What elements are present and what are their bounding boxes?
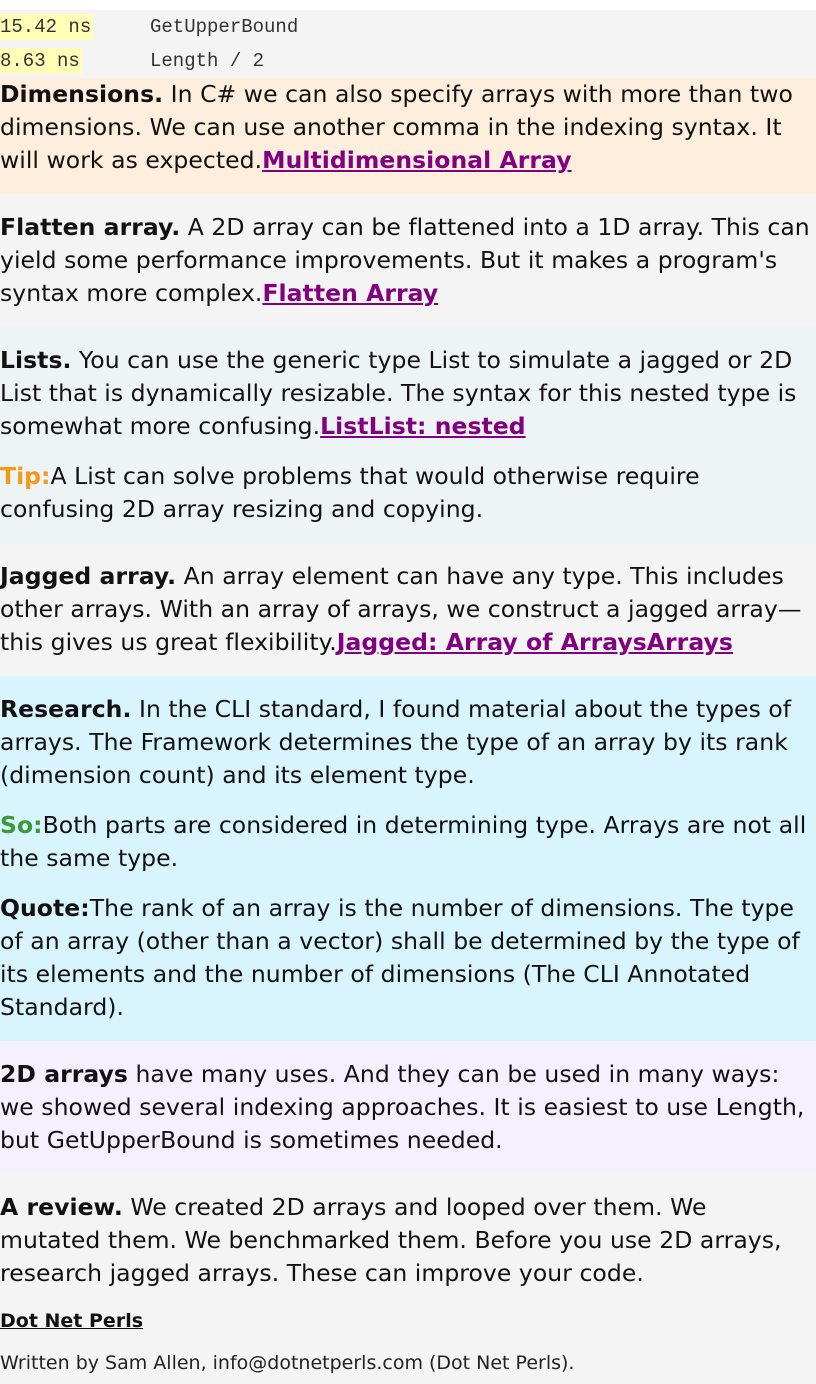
jagged-section — [0, 543, 816, 676]
research-section — [0, 676, 816, 1041]
dimensions-paragraph — [0, 78, 816, 177]
summary-section — [0, 1041, 816, 1174]
tip-label: Tip: — [0, 462, 51, 490]
flatten-text: A 2D array can be flattened into a 1D array. This can yield some performance improvements. But it makes a program's syntax more complex. — [0, 213, 810, 307]
review-section — [0, 1174, 816, 1384]
dimensions-text: In C# we can also specify arrays with more than two dimensions. We can use another comma in the indexing syntax. It will work as expected. — [0, 80, 793, 174]
research-heading: Research. — [0, 695, 132, 723]
multidimensional-array-link[interactable]: Multidimensional Array — [262, 146, 572, 174]
top-spacer — [0, 0, 816, 10]
review-paragraph — [0, 1191, 816, 1290]
dimensions-section — [0, 78, 816, 194]
flatten-paragraph — [0, 211, 816, 310]
tip-text: A List can solve problems that would otherwise require confusing 2D array resizing and copying. — [0, 462, 700, 523]
benchmark-row — [0, 44, 816, 78]
list-nested-link[interactable]: ListList: nested — [320, 412, 526, 440]
lists-heading: Lists. — [0, 346, 72, 374]
research-paragraph — [0, 693, 816, 792]
benchmark-expression: GetUpperBound — [150, 16, 299, 38]
lists-paragraph — [0, 344, 816, 443]
flatten-section — [0, 194, 816, 327]
review-heading: A review. — [0, 1193, 123, 1221]
dimensions-heading: Dimensions. — [0, 80, 164, 108]
dot-net-perls-link[interactable]: Dot Net Perls — [0, 1310, 144, 1332]
lists-section — [0, 327, 816, 543]
flatten-heading: Flatten array. — [0, 213, 181, 241]
jagged-text: An array element can have any type. This includes other arrays. With an array of arrays, we construct a jagged array—this gives us great flexibility. — [0, 562, 802, 656]
jagged-heading: Jagged array. — [0, 562, 177, 590]
summary-text: have many uses. And they can be used in many ways: we showed several indexing approaches. It is easiest to use Length, but GetUpperBound is sometimes needed. — [0, 1060, 805, 1154]
benchmark-time: 15.42 ns — [0, 16, 92, 38]
so-label: So: — [0, 811, 43, 839]
flatten-array-link[interactable]: Flatten Array — [262, 279, 439, 307]
so-text: Both parts are considered in determining type. Arrays are not all the same type. — [0, 811, 807, 872]
jagged-paragraph — [0, 560, 816, 659]
research-text: In the CLI standard, I found material about the types of arrays. The Framework determines the type of an array by its rank (dimension count) and its element type. — [0, 695, 792, 789]
author-credit: Written by Sam Allen, info@dotnetperls.com (Dot Net Perls). — [0, 1352, 575, 1374]
summary-heading: 2D arrays — [0, 1060, 128, 1088]
lists-text: You can use the generic type List to simulate a jagged or 2D List that is dynamically resizable. The syntax for this nested type is somewhat more confusing. — [0, 346, 797, 440]
tip-paragraph — [0, 460, 816, 526]
summary-paragraph — [0, 1058, 816, 1157]
benchmark-table — [0, 10, 816, 78]
quote-text: The rank of an array is the number of dimensions. The type of an array (other than a vector) shall be determined by the type of its elements and the number of dimensions (The CLI Annotated Standard). — [0, 894, 800, 1021]
so-paragraph — [0, 809, 816, 875]
benchmark-expression: Length / 2 — [150, 50, 265, 72]
quote-paragraph — [0, 892, 816, 1024]
review-text: We created 2D arrays and looped over them. We mutated them. We benchmarked them. Before you use 2D arrays, research jagged arrays. These can improve your code. — [0, 1193, 782, 1287]
jagged-array-link[interactable]: Jagged: Array of ArraysArrays — [336, 628, 733, 656]
quote-label: Quote: — [0, 894, 90, 922]
benchmark-time: 8.63 ns — [0, 50, 80, 72]
benchmark-row — [0, 10, 816, 44]
